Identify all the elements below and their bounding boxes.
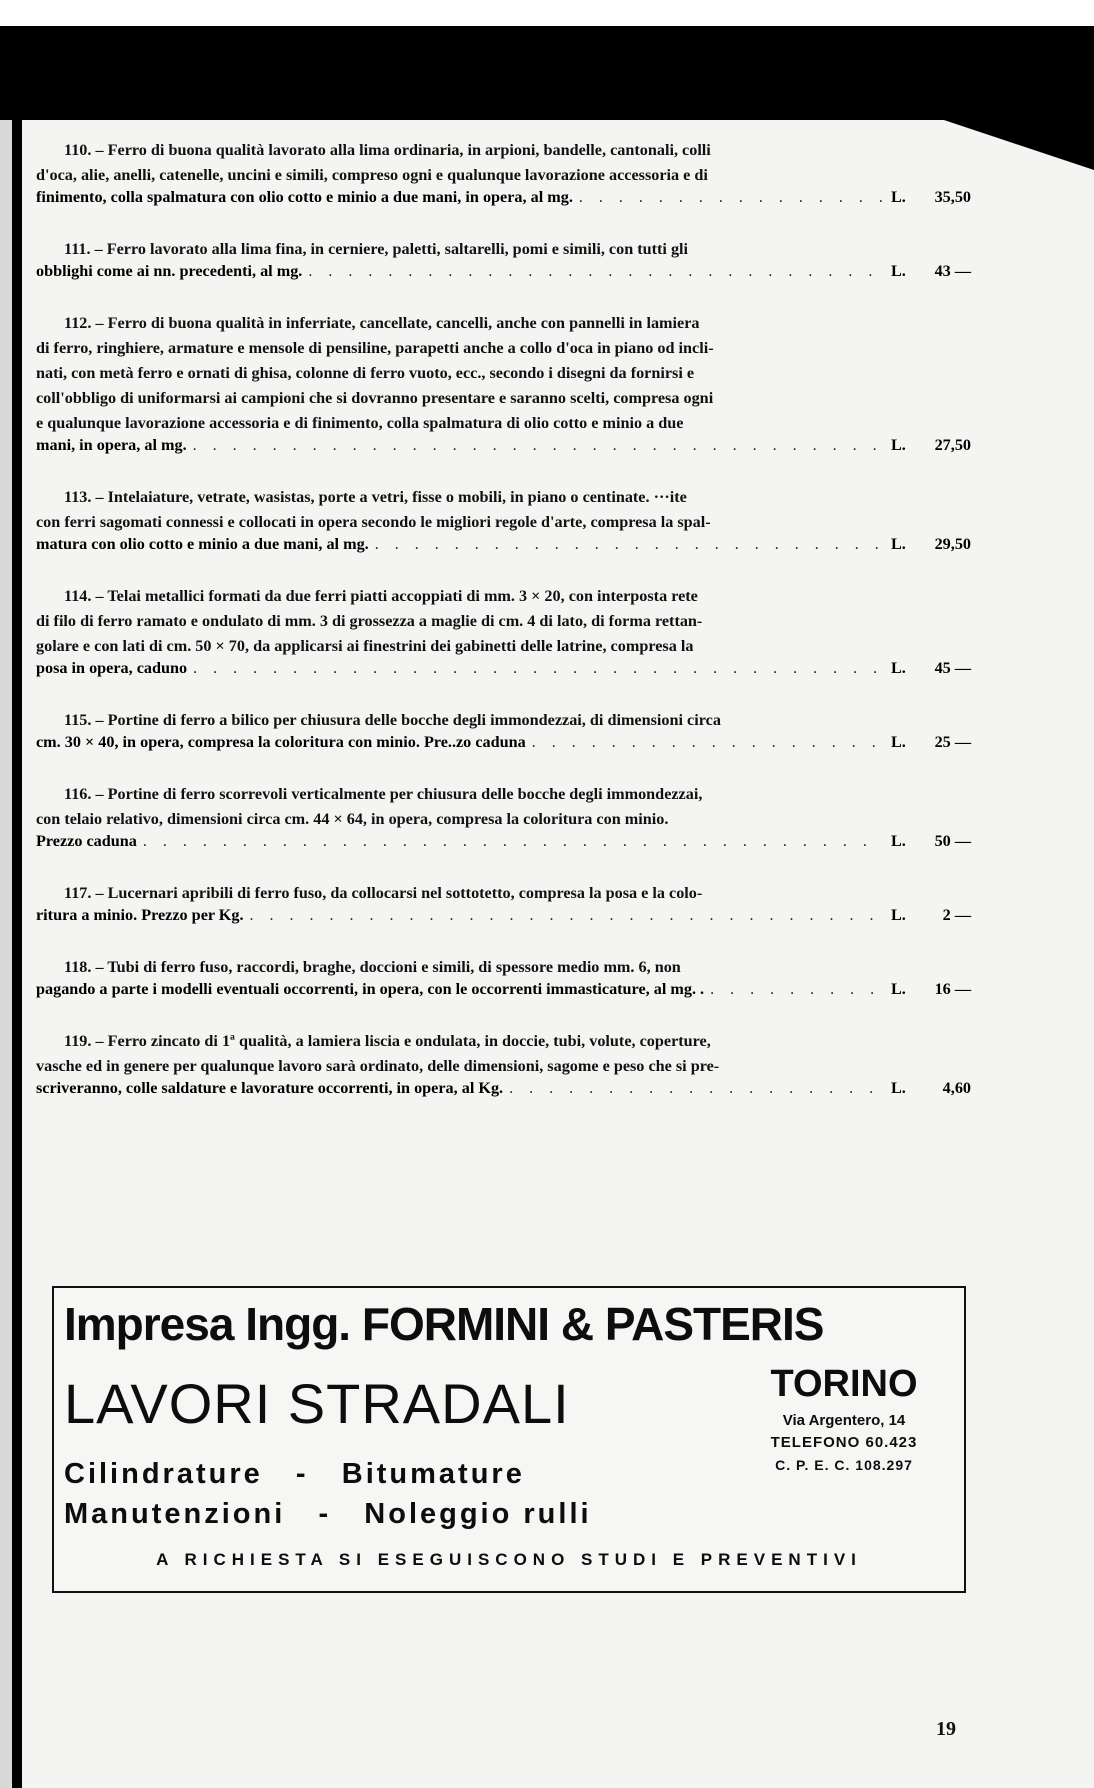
entry-text-line — [36, 386, 971, 411]
entry-last-line — [36, 1079, 971, 1098]
ad-separator: - — [318, 1498, 332, 1530]
price-value: 35,50 — [934, 188, 971, 206]
entry-text-line — [36, 881, 971, 906]
entry-number: 114. — [64, 587, 92, 605]
entry-last-text: posa in opera, caduno — [36, 659, 188, 677]
entry-text-line — [36, 807, 971, 832]
entry-last-line — [36, 188, 971, 207]
entry-last-line — [36, 262, 971, 281]
entry-price — [891, 733, 971, 752]
dot-leader — [193, 660, 883, 678]
currency: L. — [891, 980, 906, 998]
entry-price — [891, 906, 971, 925]
entry-line-text: coll'obbligo di uniformarsi ai campioni che si dovranno presentare e saranno scelti, compresa ogni — [36, 389, 714, 407]
entry-text-line — [36, 311, 971, 336]
entry-text-line — [36, 361, 971, 386]
price-value: 45 — — [934, 659, 971, 677]
entry-text-line — [36, 782, 971, 807]
price-value: 29,50 — [934, 535, 971, 553]
entry-last-text: pagando a parte i modelli eventuali occorrenti, in opera, con le occorrenti immasticature, al mg. . — [36, 980, 705, 998]
ad-service: Noleggio rulli — [364, 1498, 592, 1530]
entry-text-line — [36, 955, 971, 980]
ad-cpec: C. P. E. C. 108.297 — [775, 1457, 913, 1473]
ad-services-line-2 — [64, 1496, 592, 1532]
price-entry — [36, 955, 971, 999]
price-entry — [36, 1029, 971, 1098]
entry-price — [891, 980, 971, 999]
entry-price — [891, 262, 971, 281]
price-entry — [36, 584, 971, 678]
ad-service: Bitumature — [341, 1458, 525, 1490]
dot-leader — [250, 907, 883, 925]
entry-last-text: Prezzo caduna — [36, 832, 137, 850]
currency: L. — [891, 1079, 906, 1097]
ad-company-name: FORMINI & PASTERIS — [361, 1298, 824, 1350]
entry-line-text: – Ferro di buona qualità lavorato alla lima ordinaria, in arpioni, bandelle, cantonali, colli — [95, 141, 711, 159]
entry-price — [891, 188, 971, 207]
ad-title-prefix: Impresa Ingg. — [64, 1298, 351, 1350]
entry-last-text: matura con olio cotto e minio a due mani, al mg. — [36, 535, 369, 553]
price-value: 16 — — [934, 980, 971, 998]
price-entry — [36, 311, 971, 455]
entry-text-line — [36, 634, 971, 659]
price-entry — [36, 881, 971, 925]
entry-last-line — [36, 535, 971, 554]
entry-line-text: di filo di ferro ramato e ondulato di mm. 3 di grossezza a maglie di cm. 4 di lato, di forma rettan- — [36, 612, 703, 630]
price-entry — [36, 138, 971, 207]
entry-text-line — [36, 485, 971, 510]
currency: L. — [891, 832, 906, 850]
entry-number: 113. — [64, 488, 92, 506]
entry-text-line — [36, 584, 971, 609]
entry-price — [891, 436, 971, 455]
entry-line-text: – Tubi di ferro fuso, raccordi, braghe, doccioni e simili, di spessore medio mm. 6, non — [95, 958, 681, 976]
page-number: 19 — [936, 1718, 956, 1740]
entry-line-text: – Intelaiature, vetrate, wasistas, porte a vetri, fisse o mobili, in piano o centinate. ···ite — [95, 488, 687, 506]
entry-text-line — [36, 163, 971, 188]
currency: L. — [891, 262, 906, 280]
ad-bottom-line: A RICHIESTA SI ESEGUISCONO STUDI E PREVENTIVI — [156, 1550, 862, 1569]
entry-line-text: – Telai metallici formati da due ferri piatti accoppiati di mm. 3 × 20, con interposta rete — [95, 587, 698, 605]
entry-last-line — [36, 659, 971, 678]
ad-contact-block — [734, 1362, 954, 1476]
entry-line-text: – Ferro zincato di 1ª qualità, a lamiera liscia e ondulata, in doccie, tubi, volute, coperture, — [95, 1032, 711, 1050]
entry-line-text: – Portine di ferro scorrevoli verticalmente per chiusura delle bocche degli immondezzai, — [95, 785, 703, 803]
ad-address: Via Argentero, 14 — [782, 1412, 906, 1429]
dot-leader — [532, 734, 883, 752]
entry-text-line — [36, 1054, 971, 1079]
dot-leader — [375, 536, 883, 554]
entry-text-line — [36, 237, 971, 262]
entry-number: 117. — [64, 884, 92, 902]
currency: L. — [891, 906, 906, 924]
scan-edge-left — [0, 120, 12, 1788]
entry-last-line — [36, 436, 971, 455]
entry-number: 118. — [64, 958, 92, 976]
entry-text-line — [36, 1029, 971, 1054]
price-entry — [36, 237, 971, 281]
entry-number: 116. — [64, 785, 92, 803]
ad-phone: TELEFONO 60.423 — [770, 1434, 918, 1451]
advertisement — [52, 1286, 966, 1593]
price-entry — [36, 782, 971, 851]
entry-last-line — [36, 832, 971, 851]
price-value: 27,50 — [934, 436, 971, 454]
entry-last-text: cm. 30 × 40, in opera, compresa la coloritura con minio. Pre..zo caduna — [36, 733, 526, 751]
price-entry — [36, 708, 971, 752]
entry-number: 119. — [64, 1032, 92, 1050]
entry-line-text: di ferro, ringhiere, armature e mensole di pensiline, parapetti anche a collo d'oca in piano od incli- — [36, 339, 714, 357]
entry-text-line — [36, 138, 971, 163]
entry-last-text: mani, in opera, al mg. — [36, 436, 187, 454]
entry-last-text: ritura a minio. Prezzo per Kg. — [36, 906, 244, 924]
price-value: 50 — — [934, 832, 971, 850]
entry-line-text: d'oca, alie, anelli, catenelle, uncini e simili, compreso ogni e qualunque lavorazione accessoria e di — [36, 166, 708, 184]
price-value: 4,60 — [942, 1079, 971, 1097]
dot-leader — [308, 263, 883, 281]
entry-line-text: vasche ed in genere per qualunque lavoro sarà ordinato, delle dimensioni, sagome e peso che si pre- — [36, 1057, 720, 1075]
scan-shadow — [0, 26, 1094, 120]
scan-margin-top — [0, 0, 1094, 26]
entry-text-line — [36, 708, 971, 733]
entry-number: 115. — [64, 711, 92, 729]
entry-last-text: finimento, colla spalmatura con olio cotto e minio a due mani, in opera, al mg. — [36, 188, 573, 206]
entry-line-text: – Ferro di buona qualità in inferriate, cancellate, cancelli, anche con pannelli in lamiera — [95, 314, 700, 332]
entry-line-text: e qualunque lavorazione accessoria e di finimento, colla spalmatura di olio cotto e minio a due — [36, 414, 684, 432]
entry-price — [891, 1079, 971, 1098]
entry-line-text: golare e con lati di cm. 50 × 70, da applicarsi ai finestrini dei gabinetti delle latrine, compresa la — [36, 637, 694, 655]
dot-leader — [143, 833, 883, 851]
entry-text-line — [36, 336, 971, 361]
currency: L. — [891, 733, 906, 751]
dot-leader — [710, 981, 883, 999]
entry-number: 110. — [64, 141, 92, 159]
entry-price — [891, 535, 971, 554]
ad-service: Cilindrature — [64, 1458, 263, 1490]
currency: L. — [891, 436, 906, 454]
entry-last-line — [36, 980, 971, 999]
currency: L. — [891, 535, 906, 553]
entry-text-line — [36, 609, 971, 634]
dot-leader — [579, 189, 883, 207]
entry-number: 112. — [64, 314, 92, 332]
ad-service: Manutenzioni — [64, 1498, 286, 1530]
entry-price — [891, 832, 971, 851]
currency: L. — [891, 659, 906, 677]
price-list — [36, 138, 971, 1128]
entry-last-text: scriveranno, colle saldature e lavorature occorrenti, in opera, al Kg. — [36, 1079, 504, 1097]
price-entry — [36, 485, 971, 554]
ad-title — [64, 1296, 954, 1352]
entry-line-text: con telaio relativo, dimensioni circa cm. 44 × 64, in opera, compresa la coloritura con minio. — [36, 810, 669, 828]
entry-line-text: – Lucernari apribili di ferro fuso, da collocarsi nel sottotetto, compresa la posa e la colo- — [95, 884, 703, 902]
entry-line-text: nati, con metà ferro e ornati di ghisa, colonne di ferro vuoto, ecc., secondo i disegni da fornirsi e — [36, 364, 695, 382]
entry-text-line — [36, 411, 971, 436]
entry-line-text: – Portine di ferro a bilico per chiusura delle bocche degli immondezzai, di dimensioni circa — [95, 711, 721, 729]
entry-number: 111. — [64, 240, 91, 258]
entry-price — [891, 659, 971, 678]
dot-leader — [193, 437, 883, 455]
entry-line-text: con ferri sagomati connessi e collocati in opera secondo le migliori regole d'arte, compresa la spal- — [36, 513, 711, 531]
price-value: 43 — — [934, 262, 971, 280]
entry-last-text: obblighi come ai nn. precedenti, al mg. — [36, 262, 303, 280]
entry-line-text: – Ferro lavorato alla lima fina, in cerniere, paletti, saltarelli, pomi e simili, con tutti gli — [94, 240, 689, 258]
entry-last-line — [36, 906, 971, 925]
dot-leader — [509, 1080, 883, 1098]
price-value: 25 — — [934, 733, 971, 751]
entry-last-line — [36, 733, 971, 752]
ad-main-heading: LAVORI STRADALI — [64, 1372, 570, 1435]
currency: L. — [891, 188, 906, 206]
ad-separator: - — [295, 1458, 309, 1490]
price-value: 2 — — [942, 906, 971, 924]
ad-services-line-1 — [64, 1456, 525, 1492]
entry-text-line — [36, 510, 971, 535]
ad-city: TORINO — [770, 1363, 918, 1405]
